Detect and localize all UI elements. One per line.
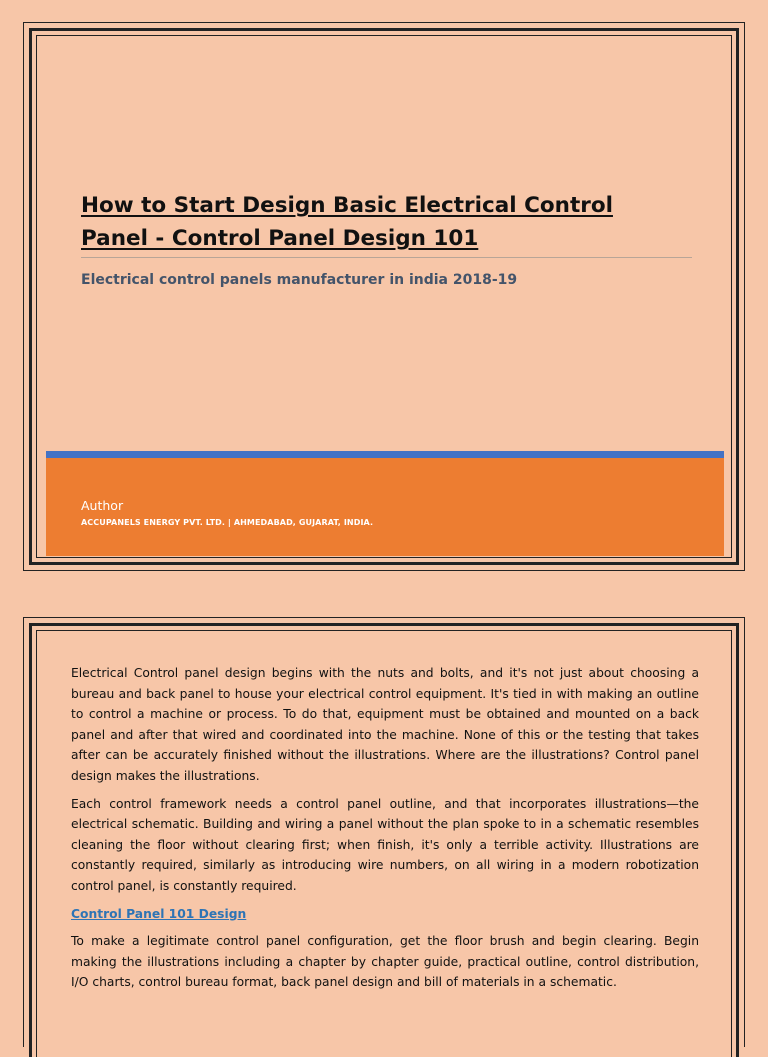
title-divider bbox=[81, 257, 692, 258]
document-subtitle: Electrical control panels manufacturer in india 2018-19 bbox=[81, 272, 518, 288]
author-label: Author bbox=[81, 498, 124, 513]
cover-page bbox=[23, 22, 745, 571]
accent-stripe bbox=[46, 451, 724, 458]
control-panel-101-link[interactable]: Control Panel 101 Design bbox=[71, 906, 247, 921]
paragraph-configuration: To make a legitimate control panel configuration, get the floor brush and begin clearing. Begin making the illustrations including a chapter by chapter guide, practical outline, control distribution, I/O charts, control bureau format, back panel design and bill of materials in a schematic. bbox=[71, 934, 699, 990]
author-band bbox=[46, 458, 724, 556]
content-page bbox=[23, 617, 745, 1047]
paragraph-intro: Electrical Control panel design begins with the nuts and bolts, and it's not just about choosing a bureau and back panel to house your electrical control equipment. It's tied in with making an outline to control a machine or process. To do that, equipment must be obtained and mounted on a back panel and after that wired and coordinated into the machine. None of this or the testing that takes after can be accurately finished without the illustrations. Where are the illustrations? Control panel design makes the illustrations. bbox=[71, 666, 699, 783]
document-title: How to Start Design Basic Electrical Control Panel - Control Panel Design 101 bbox=[81, 193, 613, 251]
paragraph-schematic: Each control framework needs a control panel outline, and that incorporates illustrations—the electrical schematic. Building and wiring a panel without the plan spoke to in a schematic resembles cleaning the floor without clearing first; when finish, it's only a terrible activity. Illustrations are constantly required, similarly as introducing wire numbers, on all wiring in a modern robotization control panel, is constantly required. bbox=[71, 796, 699, 893]
author-company: ACCUPANELS ENERGY PVT. LTD. | AHMEDABAD, GUJARAT, INDIA. bbox=[81, 518, 374, 527]
article-body bbox=[71, 663, 699, 1000]
